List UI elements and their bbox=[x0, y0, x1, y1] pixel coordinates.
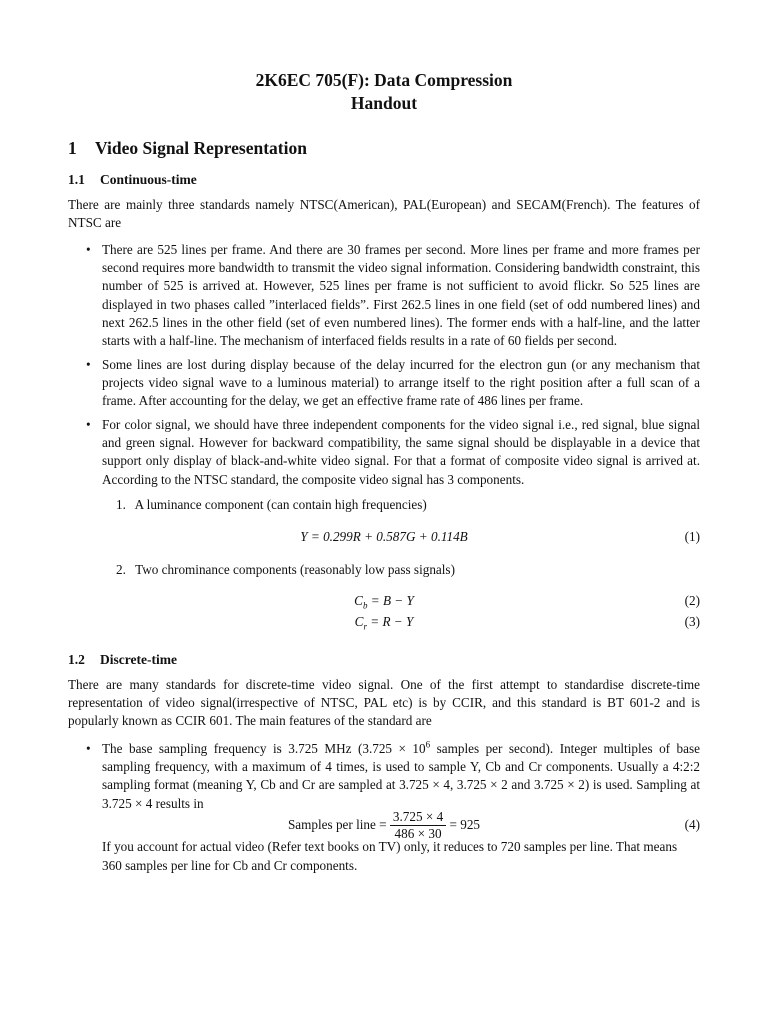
doc-title-line1: 2K6EC 705(F): Data Compression bbox=[255, 70, 513, 90]
sub-item-2-number: 2. bbox=[116, 562, 126, 577]
bullet-item-1 bbox=[86, 241, 700, 350]
fraction: $\frac{3.725 \times 4}{486 \times 30}$ bbox=[390, 809, 446, 842]
sub-item-1 bbox=[116, 496, 700, 514]
equation-1 bbox=[68, 527, 700, 547]
sub-item-2-text: Two chrominance components (reasonably low pass signals) bbox=[135, 562, 455, 577]
section-1-1-number: 1.1 bbox=[68, 172, 85, 187]
doc-title-line2: Handout bbox=[350, 93, 418, 113]
section-1-2-number: 1.2 bbox=[68, 652, 85, 667]
bullet-dot: • bbox=[86, 242, 91, 257]
bullet-1-text: There are 525 lines per frame. And there are 30 frames per second. More lines per frame and more frames per second requires more bandwidth to transmit the video signal information. Considering bandwidth constraint, this number of 525 is arrived at. However, 525 lines per frame is not sufficient to avoid flickr. So 525 lines are displayed in two phases called ”interlaced fields”. First 262.5 lines in one field (set of odd numbered lines) and next 262.5 lines in the other field (set of even numbered lines). The former ends with a half-line, and the latter starts with a half-line. The mechanism of interfaced fields results in a rate of 60 fields per second. bbox=[102, 242, 700, 349]
equation-1-number: (1) bbox=[684, 529, 700, 544]
section-1-1-intro: There are mainly three standards namely NTSC(American), PAL(European) and SECAM(French). The features of NTSC are bbox=[68, 197, 700, 231]
bullet-item-2 bbox=[86, 356, 700, 411]
section-1-title: Video Signal Representation bbox=[95, 138, 307, 158]
section-1-2-heading bbox=[68, 651, 177, 669]
section-1-2-title: Discrete-time bbox=[100, 652, 177, 667]
bullet-item-3 bbox=[86, 416, 700, 489]
equation-2 bbox=[68, 591, 700, 611]
equation-3-number: (3) bbox=[684, 614, 700, 629]
equation-3 bbox=[68, 612, 700, 632]
bullet-dot: • bbox=[86, 741, 91, 756]
sub-item-1-number: 1. bbox=[116, 497, 126, 512]
bullet-item-4 bbox=[86, 740, 700, 813]
section-1-2-intro: There are many standards for discrete-time video signal. One of the first attempt to standardise discrete-time representation of video signal(irrespective of NTSC, PAL etc) is by CCIR, and this standard is BT 601-2 and is popularly known as CCIR 601. The main features of the standard are bbox=[68, 677, 700, 729]
equation-3-expression: $C_r = R - Y$ bbox=[354, 614, 414, 632]
bullet-4-text: The base sampling frequency is 3.725 MHz ($3.725 \times 10^6$ samples per second). Integer multiples of base sampling frequency, with a maximum of 4 times, is used to sample Y, Cb and Cr components. Usually a 4:2:2 sampling format (meaning Y, Cb and Cr are sampled at 3.725 × 4, 3.725 × 2 and 3.725 × 2) is used. Sampling at 3.725 × 4 results in bbox=[102, 739, 701, 811]
section-1-1-title: Continuous-time bbox=[100, 172, 197, 187]
section-1-heading bbox=[68, 137, 307, 159]
section-1-2-after-line2: 360 samples per line for Cb and Cr components. bbox=[102, 858, 358, 873]
bullet-dot: • bbox=[86, 357, 91, 372]
equation-4-expression: Samples per line = $\frac{3.725 \times 4}{486 \times 30}$ = 925 bbox=[287, 809, 481, 842]
bullet-2-text: Some lines are lost during display because of the delay incurred for the electron gun (or any mechanism that projects video signal wave to a luminous material) to arrange itself to the right position after a full scan of a frame. After accounting for the delay, we get an effective frame rate of 486 lines per frame. bbox=[102, 357, 700, 409]
section-1-number: 1 bbox=[68, 138, 77, 158]
equation-2-expression: $C_b = B - Y$ bbox=[354, 593, 414, 611]
sub-item-2 bbox=[116, 561, 700, 579]
bullet-dot: • bbox=[86, 417, 91, 432]
equation-1-expression: Y = 0.299R + 0.587G + 0.114B bbox=[300, 529, 468, 544]
bullet-3-text: For color signal, we should have three independent components for the video signal i.e., red signal, blue signal and green signal. However for backward compatibility, the same signal should be displayable in a device that support only display of black-and-white video signal. For that a format of composite video signal is arrived at. According to the NTSC standard, the composite video signal has 3 components. bbox=[102, 417, 700, 487]
section-1-2-after-line1: If you account for actual video (Refer text books on TV) only, it reduces to 720 samples per line. That means bbox=[102, 839, 678, 854]
sub-item-1-text: A luminance component (can contain high frequencies) bbox=[134, 497, 427, 512]
equation-4-number: (4) bbox=[684, 817, 700, 832]
equation-2-number: (2) bbox=[684, 593, 700, 608]
section-1-1-heading bbox=[68, 171, 197, 189]
